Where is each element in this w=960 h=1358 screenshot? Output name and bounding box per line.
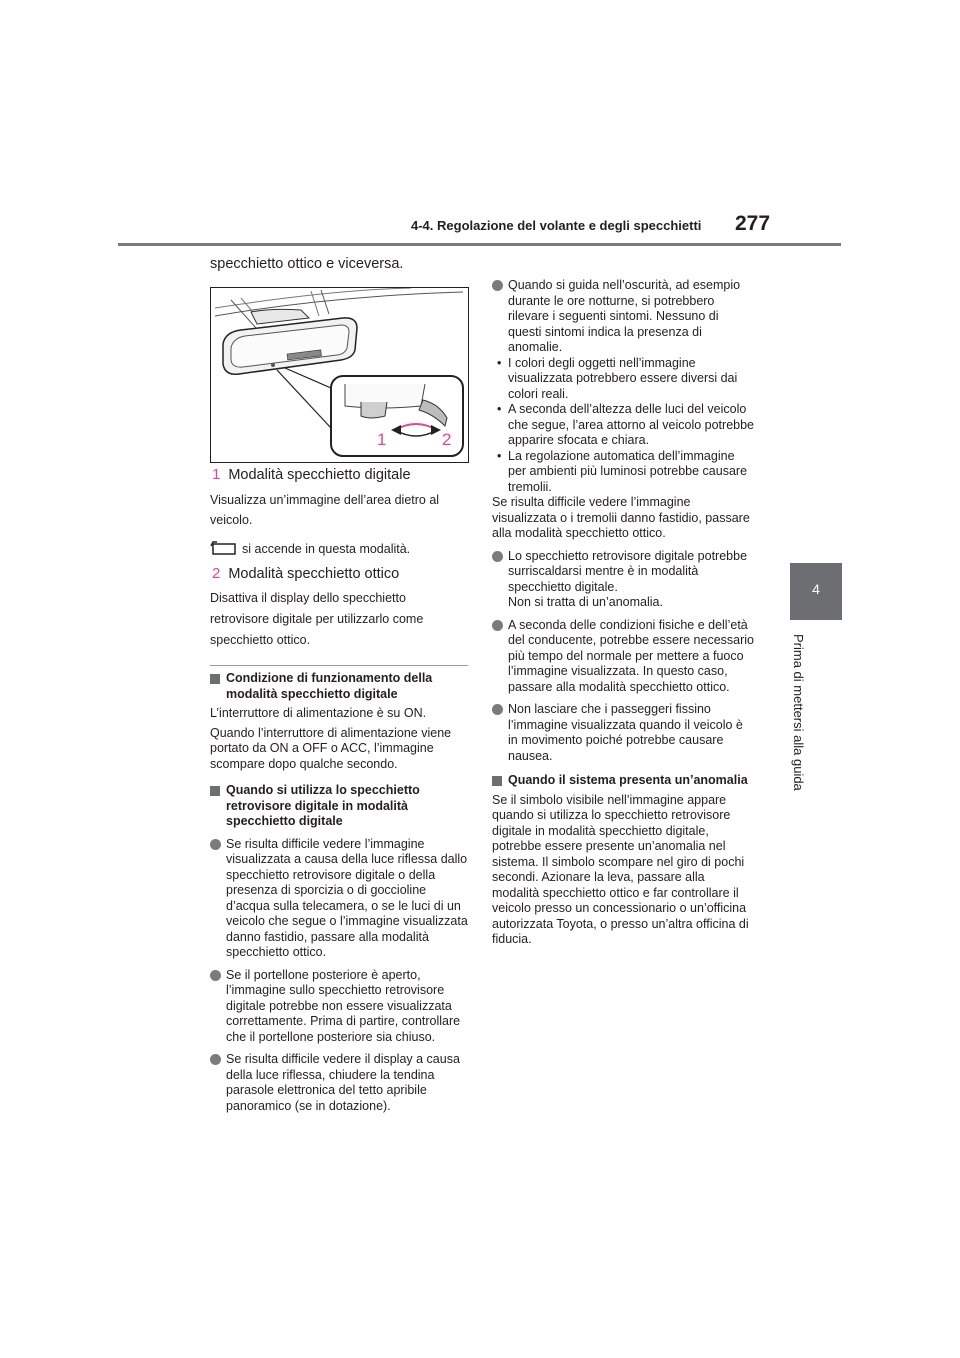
bullet-item (492, 278, 754, 356)
sub-text: La regolazione automatica dell’immagine per ambienti più luminosi potrebbe causare tremolii. (508, 448, 748, 494)
chapter-title: Prima di mettersi alla guida (791, 634, 806, 791)
cond-p2: Quando l’interruttore di alimentazione viene portato da ON a OFF o ACC, l’immagine scompare dopo qualche secondo. (210, 725, 452, 771)
use-heading-row (210, 783, 468, 830)
mirror-figure (210, 287, 469, 463)
sub-item: • A seconda dell’altezza delle luci del veicolo che segue, l’area attorno al veicolo potrebbe apparire sfocata e chiara. (497, 402, 754, 447)
step-2-title: Modalità specchietto ottico (228, 566, 400, 582)
use-heading: Quando si utilizza lo specchietto retrovisore digitale in modalità specchietto digitale (226, 783, 420, 828)
bullet-text: Se risulta difficile vedere il display a causa della luce riflessa, chiudere la tendina parasole elettronica del tetto apribile panoramico (se in dotazione). (226, 1052, 460, 1113)
malf-text: Se il simbolo visibile nell’immagine appare quando si utilizza lo specchietto retrovisore digitale in modalità specchietto digitale, potrebbe essere presente un’anomalia nel sistema. Il simbolo scompare nel giro di pochi secondi. Azionare la leva, passare alla modalità specchietto ottico e far controllare il veicolo presso un concessionario o un’officina autorizzata Toyota, o presso un’altra officina di fiducia. (492, 792, 749, 946)
mirror-illustration (211, 288, 468, 462)
cond-heading-row (210, 671, 470, 702)
circle-bullet-icon (210, 839, 221, 850)
figure-label-1: 1 (377, 430, 387, 449)
malf-heading-row (492, 773, 754, 789)
sub-text: A seconda dell’altezza delle luci del veicolo che segue, l’area attorno al veicolo potrebbe apparire sfocata e chiara. (508, 402, 754, 447)
step-1-text: Visualizza un’immagine dell’area dietro al veicolo. (210, 493, 440, 527)
page-number: 277 (735, 212, 771, 235)
step-1-icon-note: si accende in questa modalità. (242, 542, 411, 556)
right-column (492, 278, 754, 948)
bullet-text: Non lasciare che i passeggeri fissino l’immagine visualizzata quando il veicolo è in movimento poiché potrebbe causare nausea. (508, 702, 743, 763)
bullet-text: Lo specchietto retrovisore digitale potrebbe surriscaldarsi mentre è in modalità specchietto digitale. (508, 548, 748, 594)
bullet-item (210, 1052, 468, 1114)
circle-bullet-icon (492, 620, 503, 631)
circle-bullet-icon (492, 280, 503, 291)
step-1-number: 1 (212, 466, 221, 483)
cond-heading: Condizione di funzionamento della modalità specchietto digitale (226, 671, 433, 701)
cond-section (210, 671, 470, 772)
circle-bullet-icon (210, 1054, 221, 1065)
circle-bullet-icon (210, 970, 221, 981)
after-paragraph: Se risulta difficile vedere l’immagine visualizzata o i tremolii danno fastidio, passare alla modalità specchietto ottico. (492, 495, 750, 540)
square-bullet-icon (492, 776, 502, 786)
malf-heading: Quando il sistema presenta un’anomalia (508, 773, 748, 787)
circle-bullet-icon (492, 704, 503, 715)
figure-label-2: 2 (442, 430, 452, 449)
circle-bullet-icon (492, 551, 503, 562)
chapter-title-vertical (788, 634, 808, 804)
bullet-text: Quando si guida nell’oscurità, ad esempio durante le ore notturne, si potrebbero rilevare i seguenti sintomi. Nessuno di questi sintomi indica la presenza di anomalie. (508, 278, 741, 354)
header-rule (118, 243, 841, 246)
cond-p1: L’interruttore di alimentazione è su ON. (210, 706, 427, 720)
square-bullet-icon (210, 786, 220, 796)
section-title: 4-4. Regolazione del volante e degli specchietti (411, 218, 702, 233)
bullet-item (210, 968, 468, 1046)
step-1-title: Modalità specchietto digitale (228, 467, 411, 483)
bullet-text: Se risulta difficile vedere l’immagine visualizzata a causa della luce riflessa dallo specchietto retrovisore digitale o della presenza di sporcizia o di goccioline d’acqua sulla telecamera, o se le luci di un veicolo che segue o l’immagine visualizzata danno fastidio, passare alla modalità specchietto ottico. (226, 836, 468, 959)
square-bullet-icon (210, 674, 220, 684)
step-1-icon-note-row (210, 540, 468, 558)
step-2-text: Disattiva il display dello specchietto retrovisore digitale per utilizzarlo come specchietto ottico. (210, 591, 424, 647)
bullet-item (492, 549, 754, 611)
bullet-item (492, 618, 754, 696)
chapter-number: 4 (812, 581, 820, 597)
bullet-item (492, 702, 754, 764)
sub-item: • La regolazione automatica dell’immagine per ambienti più luminosi potrebbe causare tremolii. (497, 448, 748, 494)
step-2 (212, 566, 470, 583)
step-1 (212, 467, 470, 484)
sub-item: • I colori degli oggetti nell’immagine visualizzata potrebbero essere diversi dai colori reali. (497, 355, 738, 401)
sub-text: I colori degli oggetti nell’immagine visualizzata potrebbero essere diversi dai colori reali. (508, 355, 738, 401)
bullet-text: Se il portellone posteriore è aperto, l’immagine sullo specchietto retrovisore digitale potrebbe non essere visualizzata correttamente. Prima di partire, controllare che il portellone posteriore sia chiuso. (226, 967, 461, 1044)
intro-text: specchietto ottico e viceversa. (210, 256, 404, 272)
bullet-text: A seconda delle condizioni fisiche e dell’età del conducente, potrebbe essere necessario più tempo del normale per mettere a fuoco l’immagine visualizzata. In questo caso, passare alla modalità specchietto ottico. (508, 617, 754, 694)
use-section (210, 783, 468, 1114)
bullet-text: Non si tratta di un’anomalia. (508, 595, 663, 609)
bullet-item (210, 837, 468, 961)
step-2-number: 2 (212, 565, 221, 582)
section-divider (210, 665, 468, 666)
camera-indicator-icon (210, 540, 238, 556)
